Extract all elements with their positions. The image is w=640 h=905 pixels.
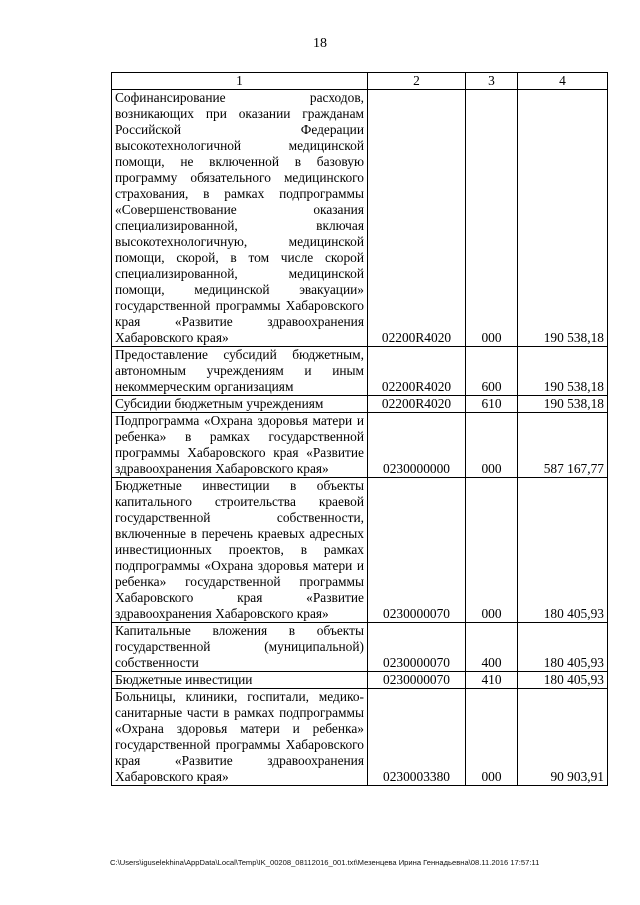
row-code: 0230000070 [368,623,466,672]
row-amount: 190 538,18 [518,347,608,396]
row-expense-type: 410 [466,672,518,689]
row-expense-type: 000 [466,90,518,347]
row-expense-type: 610 [466,396,518,413]
row-amount: 587 167,77 [518,413,608,478]
row-expense-type: 000 [466,478,518,623]
row-amount: 90 903,91 [518,689,608,786]
table-row [112,478,608,623]
table-row [112,672,608,689]
row-amount: 180 405,93 [518,672,608,689]
row-name: Подпрограмма «Охрана здоровья матери и ребенка» в рамках государственной программы Хабаровского края «Развитие здравоохранения Хабаровского края» [112,413,368,478]
row-code: 02200R4020 [368,396,466,413]
row-code: 0230000070 [368,478,466,623]
budget-table [111,72,608,786]
row-expense-type: 400 [466,623,518,672]
table-row [112,396,608,413]
row-code: 02200R4020 [368,347,466,396]
file-path-footer: C:\Users\iguselekhina\AppData\Local\Temp\IK_00208_08112016_001.txt\Мезенцева Ирина Геннадьевна\08.11.2016 17:57:11 [110,858,540,867]
row-code: 0230003380 [368,689,466,786]
row-amount: 190 538,18 [518,396,608,413]
row-name: Капитальные вложения в объекты государственной (муниципальной) собственности [112,623,368,672]
row-name: Больницы, клиники, госпитали, медико-санитарные части в рамках подпрограммы «Охрана здоровья матери и ребенка» государственной программы Хабаровского края «Развитие здравоохранения Хабаровского края» [112,689,368,786]
row-code: 02200R4020 [368,90,466,347]
row-name: Бюджетные инвестиции [112,672,368,689]
row-name: Предоставление субсидий бюджетным, автономным учреждениям и иным некоммерческим организациям [112,347,368,396]
row-code: 0230000070 [368,672,466,689]
row-name: Бюджетные инвестиции в объекты капитального строительства краевой государственной собственности, включенные в перечень краевых адресных инвестиционных проектов, в рамках подпрограммы «Охрана здоровья матери и ребенка» государственной программы Хабаровского края «Развитие здравоохранения Хабаровского края» [112,478,368,623]
page-number: 18 [313,36,327,51]
row-amount: 180 405,93 [518,623,608,672]
row-expense-type: 000 [466,413,518,478]
table-row [112,689,608,786]
column-header-4: 4 [518,73,608,90]
row-expense-type: 600 [466,347,518,396]
table-header-row [112,73,608,90]
row-expense-type: 000 [466,689,518,786]
table-row [112,90,608,347]
row-name: Субсидии бюджетным учреждениям [112,396,368,413]
column-header-3: 3 [466,73,518,90]
table-row [112,413,608,478]
table-row [112,347,608,396]
row-amount: 190 538,18 [518,90,608,347]
column-header-2: 2 [368,73,466,90]
column-header-1: 1 [112,73,368,90]
row-amount: 180 405,93 [518,478,608,623]
row-code: 0230000000 [368,413,466,478]
row-name: Софинансирование расходов, возникающих при оказании гражданам Российской Федерации высокотехнологичной медицинской помощи, не включенной в базовую программу обязательного медицинского страхования, в рамках подпрограммы «Совершенствование оказания специализированной, включая высокотехнологичную, медицинской помощи, скорой, в том числе скорой специализированной, медицинской помощи, медицинской эвакуации» государственной программы Хабаровского края «Развитие здравоохранения Хабаровского края» [112,90,368,347]
table-row [112,623,608,672]
